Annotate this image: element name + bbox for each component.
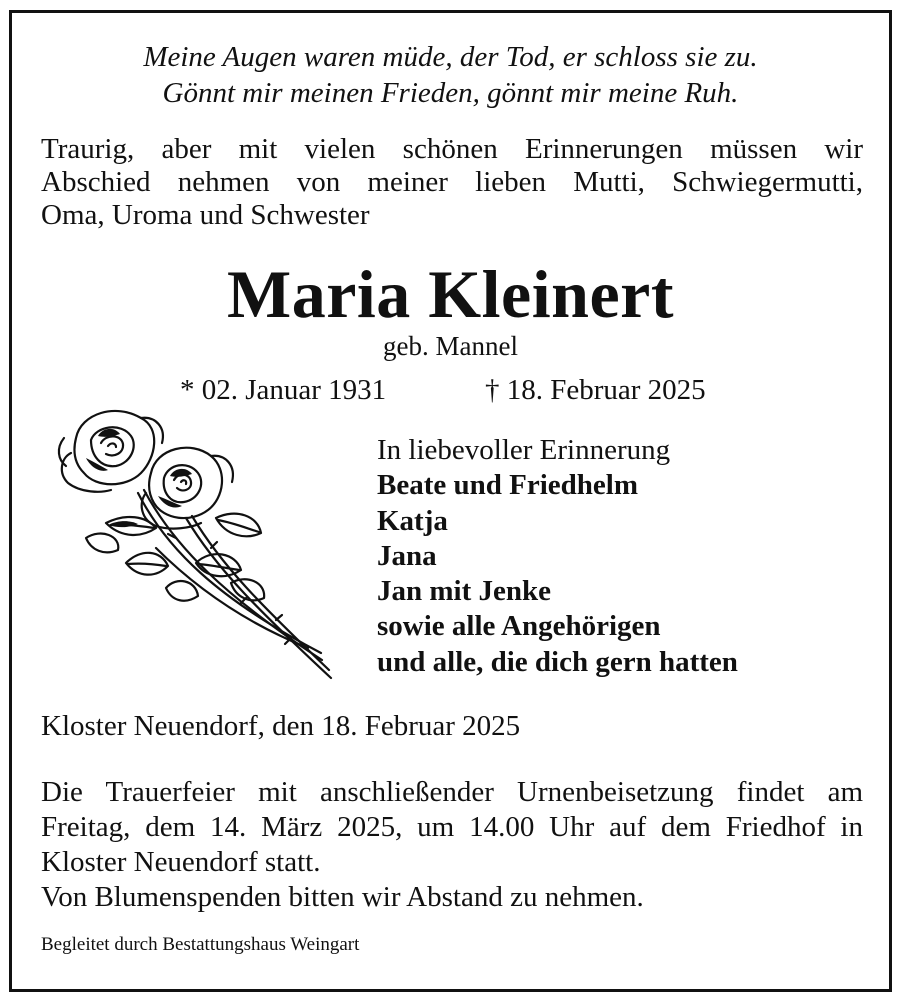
deceased-name: Maria Kleinert	[227, 256, 674, 332]
service-line-1: Die Trauerfeier mit anschließender Urnenbeisetzung findet am	[41, 776, 863, 808]
roses-icon	[46, 398, 336, 683]
death-date: † 18. Februar 2025	[485, 374, 706, 406]
intro-line-1: Traurig, aber mit vielen schönen Erinnerungen müssen wir	[41, 133, 863, 165]
mourner-name: Beate und Friedhelm	[377, 469, 638, 502]
mourner-name: sowie alle Angehörigen	[377, 610, 661, 643]
undertaker-credit: Begleitet durch Bestattungshaus Weingart	[41, 934, 360, 955]
intro-line-2: Abschied nehmen von meiner lieben Mutti, Schwiegermutti,	[41, 166, 863, 198]
mourner-name: und alle, die dich gern hatten	[377, 645, 738, 678]
mourner-name: Jana	[377, 539, 437, 572]
service-line-4: Von Blumenspenden bitten wir Abstand zu nehmen.	[41, 881, 644, 913]
maiden-name: geb. Mannel	[383, 331, 518, 361]
mourners-lead: In liebevoller Erinnerung	[377, 434, 671, 466]
obituary-frame	[9, 10, 892, 992]
service-line-3: Kloster Neuendorf statt.	[41, 846, 321, 878]
mourner-name: Katja	[377, 504, 448, 537]
funeral-service-text	[41, 775, 863, 915]
motto-line-1: Meine Augen waren müde, der Tod, er schloss sie zu.	[143, 41, 758, 73]
place-date: Kloster Neuendorf, den 18. Februar 2025	[41, 710, 521, 742]
birth-date: * 02. Januar 1931	[180, 374, 387, 406]
mourner-name: Jan mit Jenke	[377, 575, 551, 608]
mourners-list	[377, 433, 738, 680]
service-line-2: Freitag, dem 14. März 2025, um 14.00 Uhr auf dem Friedhof in	[41, 811, 863, 843]
intro-line-3: Oma, Uroma und Schwester	[41, 199, 370, 231]
motto-verse	[12, 39, 889, 111]
intro-text	[41, 133, 863, 232]
motto-line-2: Gönnt mir meinen Frieden, gönnt mir meine Ruh.	[162, 77, 739, 109]
